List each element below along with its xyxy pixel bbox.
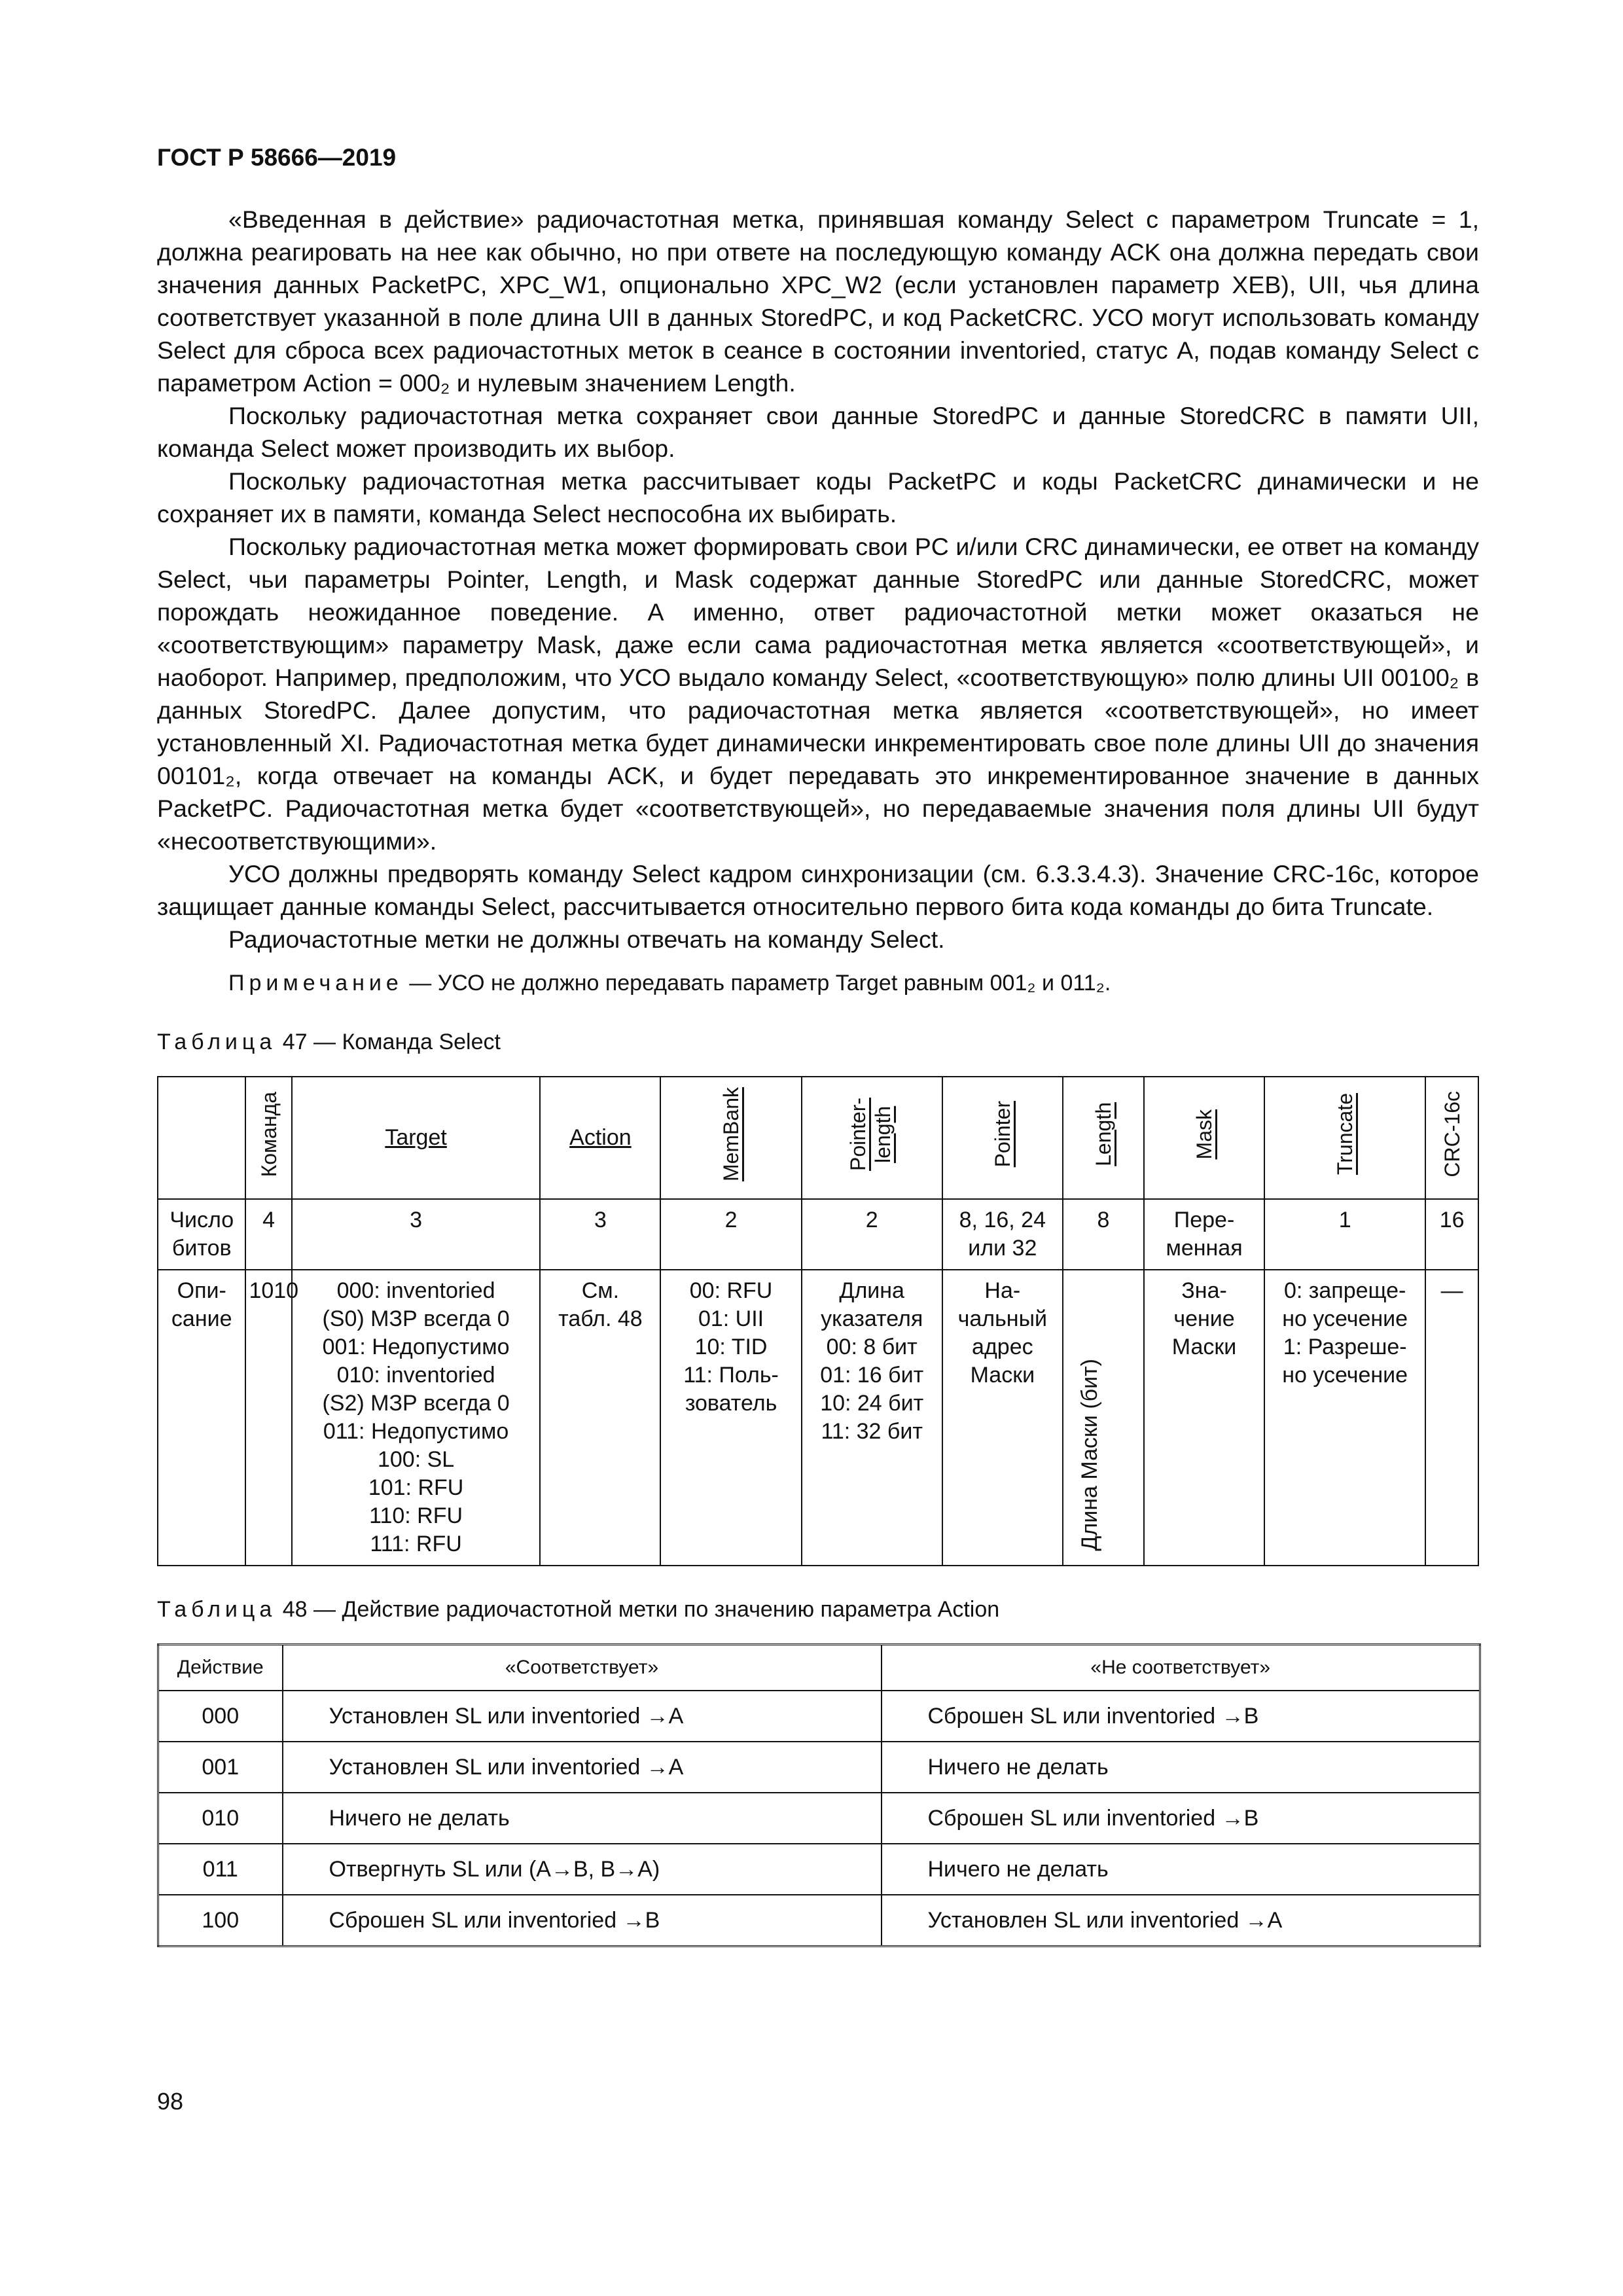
table47-bits-membank: 2 (660, 1199, 801, 1270)
table47-header-membank: MemBank (660, 1077, 801, 1199)
table-47 (157, 1076, 1479, 1566)
table47-desc-pointer: На- чальный адрес Маски (942, 1270, 1063, 1566)
table47-bits-action: 3 (540, 1199, 660, 1270)
document-page (157, 144, 1479, 1947)
paragraph-1: «Введенная в действие» радиочастотная метка, принявшая команду Select с параметром Truncate = 1, должна реагировать на нее как обычно, но при ответе на последующую команду ACK она должна передать свои значения данных PacketPC, XPC_W1, опционально XPC_W2 (если установлен параметр XEB), UII, чья длина соответствует указанной в поле длина UII в данных StoredPC, и код PacketCRC. УСО могут использовать команду Select для сброса всех радиочастотных меток в сеансе в состоянии inventoried, статус A, подав команду Select с параметром Action = 000₂ и нулевым значением Length. (157, 206, 1479, 397)
table48-row (158, 1793, 1480, 1844)
table47-bits-label: Число битов (158, 1199, 245, 1270)
table48-row (158, 1742, 1480, 1793)
table47-caption-text: 47 — Команда Select (276, 1030, 501, 1054)
table47-caption-label: Таблица (157, 1030, 277, 1054)
paragraph-5: УСО должны предворять команду Select кадром синхронизации (см. 6.3.3.4.3). Значение CRC-16c, которое защищает данные команды Select, рассчитывается относительно первого бита кода команды до бита Truncate. (157, 860, 1479, 920)
table47-header-mask: Mask (1144, 1077, 1264, 1199)
table48-caption-label: Таблица (157, 1597, 277, 1622)
table48-header-nomatch: «Не соответствует» (882, 1645, 1480, 1691)
table48-header-action: Действие (158, 1645, 283, 1691)
table47-header-row (158, 1077, 1478, 1199)
table48-code: 010 (158, 1793, 283, 1844)
table48-code: 001 (158, 1742, 283, 1793)
table47-caption (157, 1026, 1479, 1058)
table48-code: 100 (158, 1895, 283, 1946)
table48-match: Ничего не делать (283, 1793, 882, 1844)
table47-bits-pointer-length: 2 (802, 1199, 942, 1270)
table48-row (158, 1844, 1480, 1895)
table47-header-action: Action (540, 1077, 660, 1199)
table48-nomatch: Ничего не делать (882, 1742, 1480, 1793)
table48-row (158, 1691, 1480, 1742)
table47-desc-action: См. табл. 48 (540, 1270, 660, 1566)
table47-header-empty (158, 1077, 245, 1199)
table47-bits-target: 3 (292, 1199, 541, 1270)
table48-match: Установлен SL или inventoried →A (283, 1691, 882, 1742)
table47-desc-row (158, 1270, 1478, 1566)
table47-desc-pointer-length: Длина указателя 00: 8 бит 01: 16 бит 10: 24 бит 11: 32 бит (802, 1270, 942, 1566)
table47-desc-target: 000: inventoried (S0) МЗР всегда 0 001: Недопустимо 010: inventoried (S2) МЗР всегда 0 011: Недопустимо 100: SL 101: RFU 110: RFU 111: RFU (292, 1270, 541, 1566)
table47-header-pointer: Pointer (942, 1077, 1063, 1199)
table48-nomatch: Ничего не делать (882, 1844, 1480, 1895)
table48-code: 011 (158, 1844, 283, 1895)
table47-desc-membank: 00: RFU 01: UII 10: TID 11: Поль- зователь (660, 1270, 801, 1566)
note (157, 967, 1479, 999)
table47-header-length: Length (1063, 1077, 1144, 1199)
table-48 (157, 1643, 1481, 1947)
paragraph-3: Поскольку радиочастотная метка рассчитывает коды PacketPC и коды PacketCRC динамически и не сохраняет их в памяти, команда Select неспособна их выбирать. (157, 467, 1479, 528)
table47-desc-command: 1010 (245, 1270, 291, 1566)
table48-nomatch: Установлен SL или inventoried →A (882, 1895, 1480, 1946)
document-header: ГОСТ Р 58666—2019 (157, 144, 397, 171)
table47-desc-crc: — (1425, 1270, 1478, 1566)
table47-bits-length: 8 (1063, 1199, 1144, 1270)
table48-code: 000 (158, 1691, 283, 1742)
table48-match: Сброшен SL или inventoried →B (283, 1895, 882, 1946)
table47-desc-mask: Зна- чение Маски (1144, 1270, 1264, 1566)
table47-bits-crc: 16 (1425, 1199, 1478, 1270)
table48-header-row (158, 1645, 1480, 1691)
paragraph-2: Поскольку радиочастотная метка сохраняет свои данные StoredPC и данные StoredCRC в памяти UII, команда Select может производить их выбор. (157, 402, 1479, 462)
paragraph-6: Радиочастотные метки не должны отвечать на команду Select. (228, 925, 945, 953)
table47-desc-length: Длина Маски (бит) (1063, 1270, 1144, 1566)
table47-bits-truncate: 1 (1264, 1199, 1425, 1270)
table48-row (158, 1895, 1480, 1946)
table48-nomatch: Сброшен SL или inventoried →B (882, 1691, 1480, 1742)
table48-caption (157, 1594, 1479, 1625)
table47-desc-label: Опи-сание (158, 1270, 245, 1566)
table47-bits-mask: Пере-менная (1144, 1199, 1264, 1270)
table48-match: Отвергнуть SL или (A→B, B→A) (283, 1844, 882, 1895)
paragraph-4: Поскольку радиочастотная метка может формировать свои PC и/или CRC динамически, ее ответ на команду Select, чьи параметры Pointer, Length, и Mask содержат данные StoredPC или данные StoredCRC, может порождать неожиданное поведение. А именно, ответ радиочастотной метки может оказаться не «соответствующим» параметру Mask, даже если сама радиочастотная метка является «соответствующей», и наоборот. Например, предположим, что УСО выдало команду Select, «соответствующую» полю длины UII 00100₂ в данных StoredPC. Далее допустим, что радиочастотная метка является «соответствующей», но имеет установленный XI. Радиочастотная метка будет динамически инкрементировать свое поле длины UII до значения 00101₂, когда отвечает на команды ACK, и будет передавать это инкрементированное значение в данных PacketPC. Радиочастотная метка будет «соответствующей», но передаваемые значения поля длины UII будут «несоответствующими». (157, 533, 1479, 855)
table47-header-crc: CRC-16c (1425, 1077, 1478, 1199)
table47-desc-truncate: 0: запреще- но усечение 1: Разреше- но усечение (1264, 1270, 1425, 1566)
table47-bits-command: 4 (245, 1199, 291, 1270)
page-number: 98 (157, 2088, 184, 2115)
table47-bits-pointer: 8, 16, 24 или 32 (942, 1199, 1063, 1270)
note-text: — УСО не должно передавать параметр Target равным 001₂ и 011₂. (402, 971, 1111, 996)
table48-match: Установлен SL или inventoried →A (283, 1742, 882, 1793)
table47-header-command: Команда (245, 1077, 291, 1199)
table47-header-target: Target (292, 1077, 541, 1199)
note-label: Примечание (228, 971, 403, 996)
table47-header-truncate: Truncate (1264, 1077, 1425, 1199)
table48-header-match: «Соответствует» (283, 1645, 882, 1691)
table48-caption-text: 48 — Действие радиочастотной метки по значению параметра Action (276, 1597, 1000, 1622)
table47-bits-row (158, 1199, 1478, 1270)
table48-nomatch: Сброшен SL или inventoried →B (882, 1793, 1480, 1844)
table47-header-pointer-length: Pointer-length (802, 1077, 942, 1199)
